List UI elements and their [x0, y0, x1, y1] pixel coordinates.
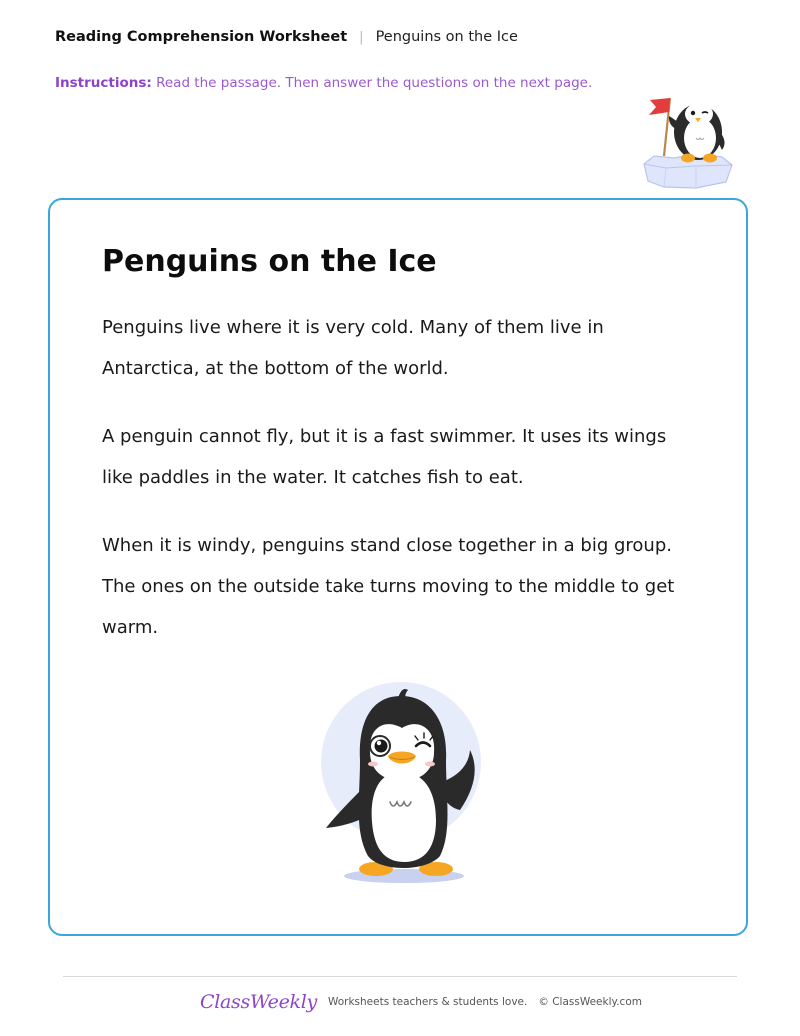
header-separator: |: [359, 29, 364, 45]
instructions-label: Instructions:: [55, 75, 152, 91]
footer-copyright: © ClassWeekly.com: [538, 996, 642, 1008]
passage-paragraph-3: When it is windy, penguins stand close together in a big group. The ones on the outside take turns moving to the middle to get warm.: [102, 535, 675, 638]
passage-paragraph-2: A penguin cannot fly, but it is a fast swimmer. It uses its wings like paddles in the water. It catches fish to eat.: [102, 426, 667, 488]
worksheet-title: Reading Comprehension Worksheet: [55, 29, 348, 45]
worksheet-subtitle: Penguins on the Ice: [375, 29, 518, 45]
footer-tagline: Worksheets teachers & students love.: [327, 996, 528, 1008]
passage-title: Penguins on the Ice: [102, 244, 437, 279]
worksheet-header: [55, 27, 518, 47]
footer: [200, 989, 642, 1015]
passage-paragraph-1: Penguins live where it is very cold. Many of them live in Antarctica, at the bottom of the world.: [102, 317, 604, 379]
instructions-line: [55, 75, 592, 91]
footer-divider: [63, 976, 737, 977]
brand-logo: ClassWeekly: [200, 991, 317, 1013]
waving-penguin-illustration: [318, 680, 484, 888]
corner-penguin-illustration: [636, 86, 736, 192]
instructions-text: Read the passage. Then answer the questions on the next page.: [156, 75, 593, 91]
